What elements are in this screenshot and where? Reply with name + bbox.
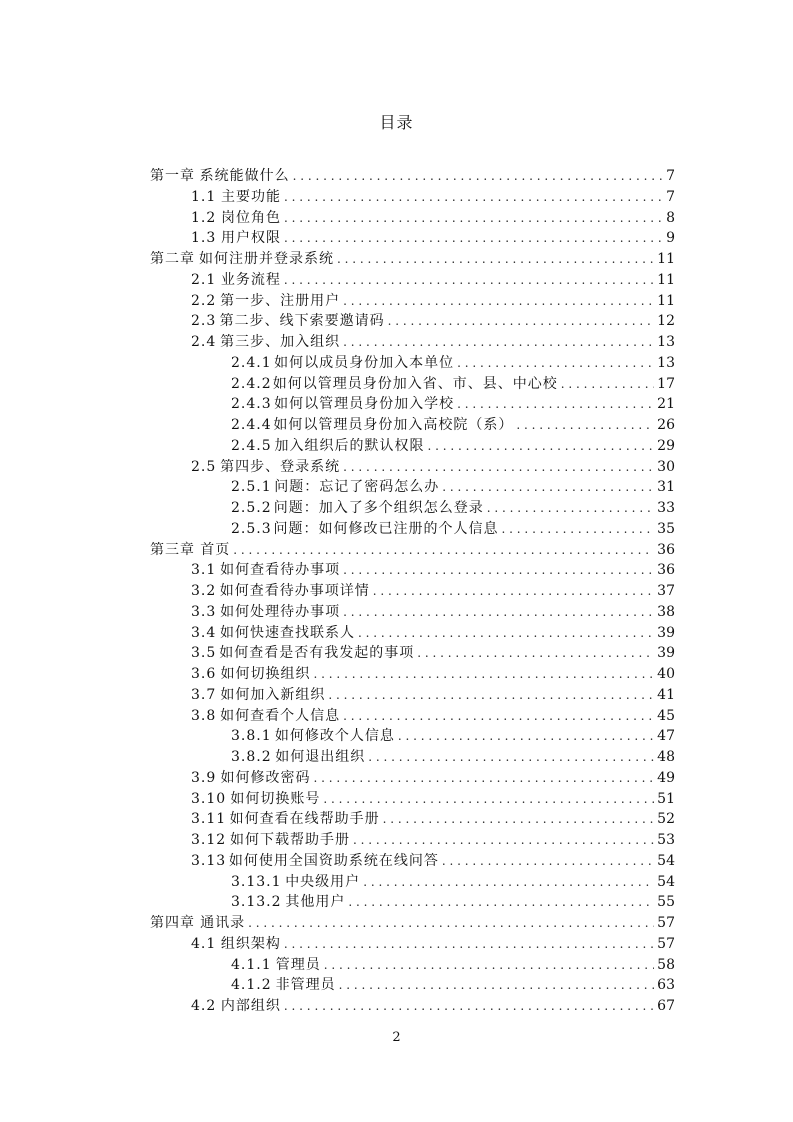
toc-entry-label: 组织架构 (220, 935, 281, 952)
toc-entry-page: 29 (657, 437, 675, 454)
toc-dot-leader (457, 353, 654, 374)
toc-entry-1-3[interactable] (150, 228, 675, 249)
toc-entry-label: 如何查看待办事项详情 (219, 583, 370, 599)
toc-entry-1-1[interactable] (150, 187, 675, 208)
toc-entry-page: 33 (657, 500, 675, 516)
toc-entry-label: 首页 (200, 541, 231, 558)
toc-dot-leader (284, 996, 654, 1017)
toc-dot-leader (457, 394, 654, 415)
toc-entry-label: 岗位角色 (221, 209, 282, 226)
toc-entry-3-13-2[interactable] (150, 892, 675, 913)
toc-entry-number: 3.8.1 (231, 728, 272, 745)
toc-entry-page: 11 (657, 251, 675, 267)
toc-entry-page: 37 (657, 583, 675, 599)
toc-entry-2-3[interactable] (150, 311, 675, 332)
toc-entry-label: 如何查看待办事项 (220, 562, 341, 579)
toc-entry-page: 51 (657, 790, 675, 807)
toc-dot-leader (358, 623, 654, 644)
toc-entry-number: 3.10 (191, 790, 227, 807)
toc-entry-3-6[interactable] (150, 664, 675, 685)
toc-entry-page: 36 (657, 562, 675, 579)
toc-dot-leader (314, 664, 655, 685)
toc-entry-number: 1.2 (191, 209, 217, 226)
toc-entry-page: 30 (657, 458, 675, 475)
toc-entry-page: 54 (657, 852, 675, 869)
toc-entry-number: 2.4 (191, 334, 217, 350)
toc-entry-2-4-1[interactable] (150, 353, 675, 374)
toc-entry-number: 第二章 (150, 251, 195, 267)
toc-dot-leader (248, 913, 654, 934)
toc-entry-label: 问题：加入了多个组织怎么登录 (273, 500, 484, 516)
toc-entry-2-4-5[interactable] (150, 436, 675, 457)
toc-entry-page: 39 (657, 645, 675, 662)
toc-dot-leader (343, 332, 654, 353)
toc-dot-leader (314, 768, 655, 789)
toc-entry-3-10[interactable] (150, 789, 675, 810)
toc-entry-2-4[interactable] (150, 332, 675, 353)
toc-dot-leader (348, 892, 654, 913)
toc-entry-number: 3.13.1 (231, 873, 282, 890)
toc-entry-2-5-1[interactable] (150, 477, 675, 498)
toc-entry-page: 47 (657, 728, 675, 745)
toc-entry-2-4-3[interactable] (150, 394, 675, 415)
toc-dot-leader (293, 166, 663, 187)
toc-entry-number: 3.8 (191, 707, 217, 724)
toc-entry-第一章[interactable] (150, 166, 675, 187)
toc-entry-page: 11 (657, 271, 675, 288)
toc-entry-number: 3.3 (191, 603, 217, 620)
toc-entry-page: 13 (657, 334, 675, 350)
toc-entry-1-2[interactable] (150, 208, 675, 229)
toc-entry-label: 管理员 (275, 956, 321, 973)
toc-entry-number: 2.5.1 (231, 479, 272, 496)
toc-entry-page: 40 (657, 666, 675, 682)
toc-dot-leader (373, 581, 654, 602)
toc-entry-4-1[interactable] (150, 934, 675, 955)
toc-entry-3-9[interactable] (150, 768, 675, 789)
toc-entry-number: 1.1 (191, 188, 217, 205)
toc-entry-label: 业务流程 (220, 271, 281, 288)
toc-dot-leader (353, 830, 654, 851)
toc-entry-label: 如何注册并登录系统 (198, 251, 334, 267)
toc-entry-page: 26 (657, 417, 675, 433)
toc-entry-label: 问题：忘记了密码怎么办 (274, 479, 440, 496)
toc-entry-label: 如何下载帮助手册 (229, 832, 350, 848)
toc-dot-leader (233, 540, 654, 561)
toc-entry-label: 如何以管理员身份加入高校院（系） (273, 417, 514, 433)
toc-dot-leader (337, 249, 654, 270)
toc-entry-3-4[interactable] (150, 623, 675, 644)
toc-dot-leader (328, 685, 654, 706)
toc-entry-number: 2.4.5 (231, 437, 272, 454)
toc-entry-page: 36 (657, 541, 675, 558)
toc-dot-leader (284, 187, 663, 208)
toc-entry-2-5-3[interactable] (150, 519, 675, 540)
toc-entry-label: 如何查看个人信息 (220, 707, 341, 724)
toc-entry-label: 加入组织后的默认权限 (274, 437, 425, 454)
toc-entry-2-5-2[interactable] (150, 498, 675, 519)
toc-entry-4-1-2[interactable] (150, 975, 675, 996)
toc-entry-4-2[interactable] (150, 996, 675, 1017)
toc-entry-page: 9 (666, 230, 675, 247)
toc-entry-2-1[interactable] (150, 270, 675, 291)
toc-dot-leader (343, 291, 654, 312)
toc-entry-label: 内部组织 (220, 998, 281, 1014)
toc-dot-leader (561, 374, 654, 395)
toc-dot-leader (388, 311, 655, 332)
toc-entry-label: 如何以成员身份加入本单位 (274, 354, 455, 371)
toc-entry-number: 4.1.1 (231, 956, 272, 973)
toc-entry-number: 3.11 (191, 811, 227, 828)
toc-entry-label: 第四步、登录系统 (220, 458, 341, 475)
toc-entry-3-7[interactable] (150, 685, 675, 706)
toc-entry-page: 53 (657, 832, 675, 848)
toc-entry-number: 第四章 (150, 915, 195, 931)
toc-entry-label: 系统能做什么 (199, 168, 290, 184)
toc-entry-page: 58 (657, 956, 675, 973)
table-of-contents (150, 166, 675, 1017)
toc-entry-4-1-1[interactable] (150, 955, 675, 976)
toc-entry-2-5[interactable] (150, 457, 675, 478)
toc-entry-label: 如何使用全国资助系统在线问答 (228, 852, 439, 869)
toc-entry-3-13-1[interactable] (150, 872, 675, 893)
toc-entry-number: 2.3 (191, 313, 217, 330)
toc-entry-label: 非管理员 (275, 977, 336, 994)
toc-dot-leader (383, 809, 655, 830)
toc-entry-number: 4.1.2 (231, 977, 272, 994)
toc-entry-page: 35 (657, 520, 675, 537)
toc-entry-number: 3.5 (191, 645, 217, 662)
toc-entry-number: 第三章 (150, 541, 195, 558)
toc-dot-leader (442, 851, 654, 872)
toc-dot-leader (363, 872, 654, 893)
toc-entry-label: 如何查看是否有我发起的事项 (219, 645, 415, 662)
page-number: 2 (392, 1030, 401, 1045)
toc-entry-number: 2.1 (191, 271, 217, 288)
page-title: 目录 (379, 113, 414, 132)
toc-dot-leader (323, 789, 654, 810)
toc-dot-leader (284, 934, 654, 955)
toc-dot-leader (427, 436, 654, 457)
toc-entry-number: 3.1 (191, 562, 217, 579)
toc-entry-page: 38 (657, 603, 675, 620)
toc-entry-page: 17 (657, 375, 675, 392)
toc-entry-3-5[interactable] (150, 643, 675, 664)
toc-dot-leader (343, 706, 654, 727)
toc-entry-label: 如何切换组织 (220, 666, 311, 682)
toc-entry-page: 13 (657, 354, 675, 371)
toc-entry-3-13[interactable] (150, 851, 675, 872)
toc-entry-2-4-2[interactable] (150, 374, 675, 395)
toc-entry-label: 中央级用户 (285, 873, 361, 890)
toc-entry-page: 41 (657, 686, 675, 703)
toc-entry-number: 1.3 (191, 230, 217, 247)
toc-entry-number: 2.5.2 (231, 500, 272, 516)
toc-entry-label: 如何以管理员身份加入省、市、县、中心校 (272, 375, 558, 392)
toc-entry-label: 其他用户 (285, 894, 346, 911)
toc-dot-leader (398, 726, 654, 747)
toc-entry-page: 54 (657, 873, 675, 890)
toc-entry-number: 2.5 (191, 458, 217, 475)
toc-entry-3-12[interactable] (150, 830, 675, 851)
toc-dot-leader (339, 975, 655, 996)
toc-entry-page: 55 (657, 894, 675, 911)
toc-entry-3-1[interactable] (150, 560, 675, 581)
toc-entry-number: 4.1 (191, 935, 217, 952)
toc-entry-label: 如何查看在线帮助手册 (229, 811, 380, 828)
toc-entry-第二章[interactable] (150, 249, 675, 270)
toc-entry-number: 第一章 (150, 168, 195, 184)
toc-entry-page: 52 (657, 811, 675, 828)
toc-entry-number: 2.4.2 (231, 375, 272, 392)
toc-dot-leader (343, 457, 654, 478)
toc-entry-page: 21 (657, 396, 675, 413)
toc-entry-number: 4.2 (191, 998, 217, 1014)
toc-entry-label: 如何修改个人信息 (274, 728, 395, 745)
toc-entry-label: 如何修改密码 (220, 769, 311, 786)
toc-entry-number: 3.13 (191, 852, 227, 869)
toc-entry-page: 7 (666, 188, 675, 205)
toc-dot-leader (502, 519, 655, 540)
toc-entry-page: 49 (657, 769, 675, 786)
toc-dot-leader (368, 747, 654, 768)
toc-entry-number: 3.2 (191, 583, 217, 599)
toc-entry-2-2[interactable] (150, 291, 675, 312)
toc-entry-3-8[interactable] (150, 706, 675, 727)
toc-entry-label: 如何退出组织 (275, 749, 366, 765)
toc-entry-label: 问题：如何修改已注册的个人信息 (273, 520, 499, 537)
toc-entry-3-11[interactable] (150, 809, 675, 830)
toc-entry-page: 12 (657, 313, 675, 330)
toc-entry-number: 2.5.3 (231, 520, 272, 537)
toc-dot-leader (343, 560, 654, 581)
toc-entry-number: 3.8.2 (231, 749, 272, 765)
toc-dot-leader (487, 498, 654, 519)
toc-dot-leader (516, 415, 654, 436)
toc-entry-label: 如何加入新组织 (220, 686, 326, 703)
toc-dot-leader (284, 228, 663, 249)
toc-entry-page: 31 (657, 479, 675, 496)
toc-entry-3-2[interactable] (150, 581, 675, 602)
toc-entry-label: 第一步、注册用户 (220, 292, 341, 309)
toc-entry-第三章[interactable] (150, 540, 675, 561)
toc-dot-leader (343, 602, 654, 623)
toc-entry-label: 如何快速查找联系人 (219, 624, 355, 641)
toc-dot-leader (284, 270, 654, 291)
toc-dot-leader (417, 643, 654, 664)
toc-entry-label: 如何切换账号 (230, 790, 321, 807)
toc-entry-page: 57 (657, 935, 675, 952)
toc-entry-number: 3.7 (191, 686, 217, 703)
toc-entry-page: 63 (657, 977, 675, 994)
toc-entry-number: 2.4.1 (231, 354, 272, 371)
toc-entry-第四章[interactable] (150, 913, 675, 934)
toc-entry-page: 7 (666, 168, 675, 184)
toc-entry-label: 第三步、加入组织 (220, 334, 341, 350)
toc-entry-page: 39 (657, 624, 675, 641)
toc-dot-leader (284, 208, 663, 229)
toc-entry-number: 3.9 (191, 769, 217, 786)
toc-entry-number: 3.12 (191, 832, 227, 848)
toc-dot-leader (324, 955, 654, 976)
toc-entry-number: 2.4.4 (231, 417, 272, 433)
toc-entry-label: 第二步、线下索要邀请码 (219, 313, 385, 330)
toc-entry-page: 8 (666, 209, 675, 226)
toc-entry-3-3[interactable] (150, 602, 675, 623)
toc-dot-leader (442, 477, 654, 498)
toc-entry-number: 2.2 (191, 292, 217, 309)
toc-entry-label: 通讯录 (200, 915, 246, 931)
toc-entry-3-8-2[interactable] (150, 747, 675, 768)
toc-entry-label: 主要功能 (221, 188, 282, 205)
toc-entry-3-8-1[interactable] (150, 726, 675, 747)
toc-entry-number: 3.6 (191, 666, 217, 682)
toc-entry-number: 3.4 (191, 624, 217, 641)
toc-entry-label: 如何以管理员身份加入学校 (274, 396, 455, 413)
toc-entry-page: 67 (657, 998, 675, 1014)
toc-entry-page: 48 (657, 749, 675, 765)
toc-entry-label: 用户权限 (221, 230, 282, 247)
toc-entry-page: 57 (657, 915, 675, 931)
toc-entry-page: 45 (657, 707, 675, 724)
toc-entry-number: 2.4.3 (231, 396, 272, 413)
toc-entry-label: 如何处理待办事项 (220, 603, 341, 620)
toc-entry-number: 3.13.2 (231, 894, 282, 911)
toc-entry-page: 11 (657, 292, 675, 309)
toc-entry-2-4-4[interactable] (150, 415, 675, 436)
